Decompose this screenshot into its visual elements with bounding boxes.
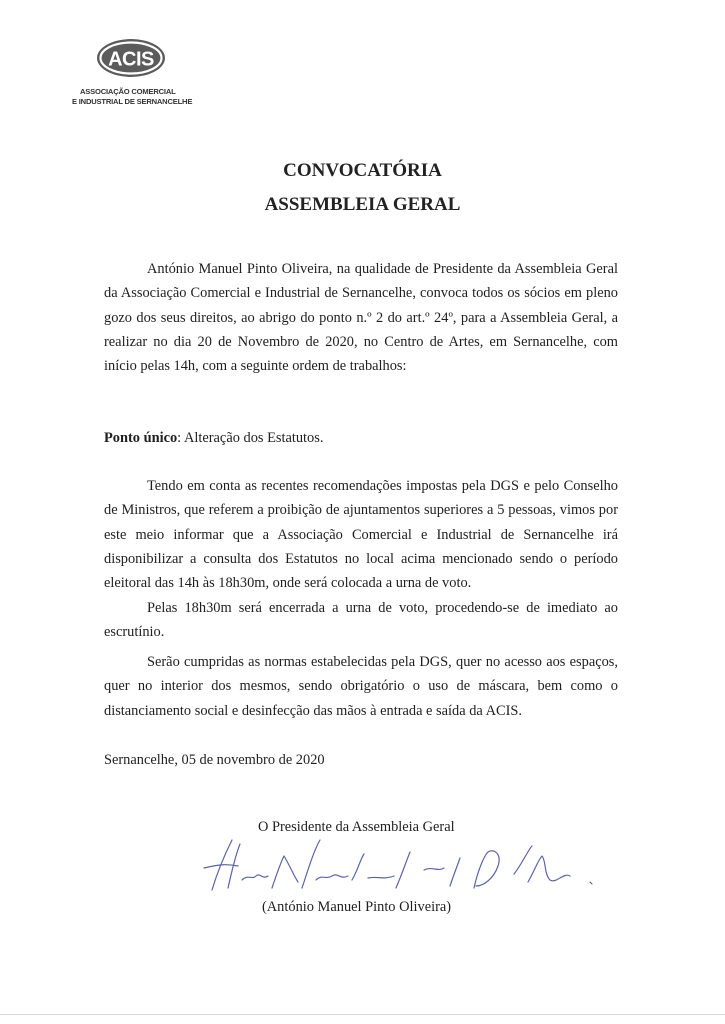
date-line: Sernancelhe, 05 de novembro de 2020 (104, 752, 325, 768)
signatory-name: (António Manuel Pinto Oliveira) (262, 899, 452, 915)
logo-caption-line1: ASSOCIAÇÃO COMERCIAL (80, 87, 176, 96)
agenda-line (104, 426, 618, 450)
agenda-label: Ponto único (104, 430, 178, 446)
document-subtitle: ASSEMBLEIA GERAL (264, 194, 461, 215)
logo-caption-line2: E INDUSTRIAL DE SERNANCELHE (72, 97, 193, 106)
agenda-text: : Alteração dos Estatutos. (177, 430, 324, 446)
acis-logo (95, 36, 167, 80)
paragraph-closing-time: Pelas 18h30m será encerrada a urna de voto, procedendo-se de imediato ao escrutínio. (104, 600, 618, 641)
document-title: CONVOCATÓRIA (283, 160, 442, 181)
paragraph-recommendations: Tendo em conta as recentes recomendações impostas pela DGS e pelo Conselho de Ministros, que referem a proibição de ajuntamentos superiores a 5 pessoas, vimos por este meio informar que a Associação Comercial e Industrial de Sernancelhe irá disponibilizar a consulta dos Estatutos no local acima mencionado sendo o período eleitoral das 14h às 18h30m, onde será colocada a urna de voto. (104, 478, 618, 592)
paragraph-convocation: António Manuel Pinto Oliveira, na qualidade de Presidente da Assembleia Geral da Associação Comercial e Industrial de Sernancelhe, convoca todos os sócios em pleno gozo dos seus direitos, ao abrigo do ponto n.º 2 do art.º 24º, para a Assembleia Geral, a realizar no dia 20 de Novembro de 2020, no Centro de Artes, em Sernancelhe, com início pelas 14h, com a seguinte ordem de trabalhos: (104, 261, 618, 375)
signature-heading: O Presidente da Assembleia Geral (258, 819, 455, 835)
logo-caption (72, 87, 232, 107)
logo-text: ACIS (108, 48, 154, 71)
handwritten-signature (198, 830, 618, 900)
page-bottom-edge (0, 1014, 725, 1015)
paragraph-health-rules: Serão cumpridas as normas estabelecidas pela DGS, quer no acesso aos espaços, quer no interior dos mesmos, sendo obrigatório o uso de máscara, bem como o distanciamento social e desinfecção das mãos à entrada e saída da ACIS. (104, 654, 618, 719)
